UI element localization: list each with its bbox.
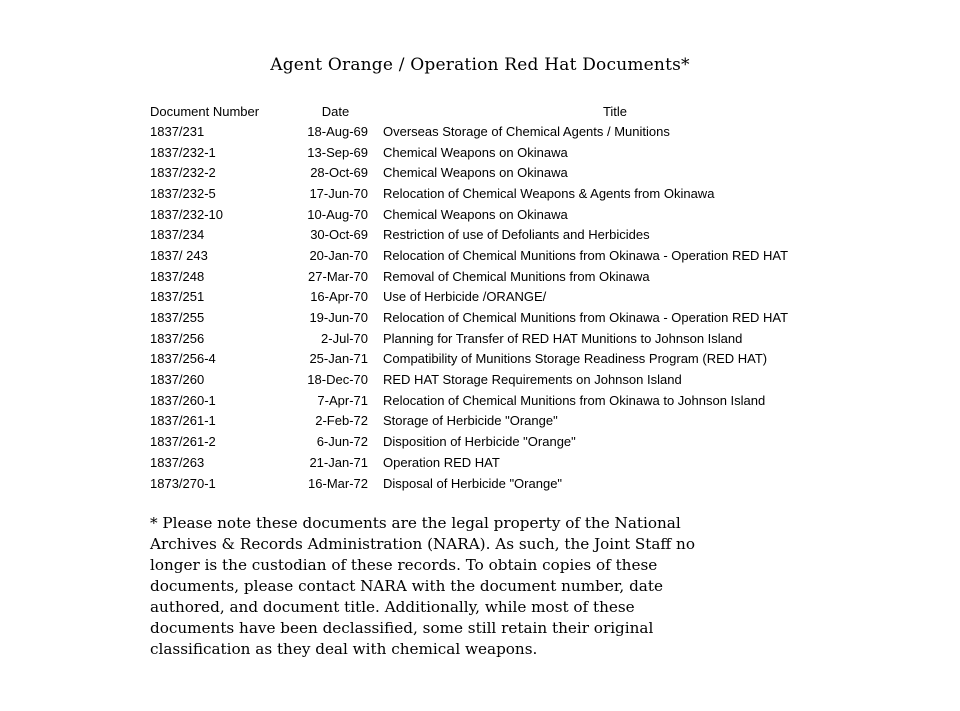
table-row xyxy=(150,307,847,328)
table-row xyxy=(150,245,847,266)
date-cell: 25-Jan-71 xyxy=(309,351,368,367)
date-cell: 20-Jan-70 xyxy=(309,247,368,263)
document-number-cell: 1837/256-4 xyxy=(150,351,216,367)
title-cell: Compatibility of Munitions Storage Readiness Program (RED HAT) xyxy=(383,351,768,367)
document-number-cell: 1837/232-1 xyxy=(150,144,216,160)
title-cell: Relocation of Chemical Munitions from Okinawa - Operation RED HAT xyxy=(383,247,789,263)
date-cell: 21-Jan-71 xyxy=(309,454,368,470)
document-number-cell: 1837/260 xyxy=(150,372,205,388)
document-number-cell: 1837/ 243 xyxy=(150,247,208,263)
date-cell: 2-Feb-72 xyxy=(315,413,368,429)
document-number-cell: 1837/261-1 xyxy=(150,413,216,429)
table-row xyxy=(150,204,847,225)
table-row xyxy=(150,142,847,163)
title-cell: RED HAT Storage Requirements on Johnson Island xyxy=(383,372,682,388)
document-number-cell: 1837/260-1 xyxy=(150,392,216,408)
document-number-cell: 1837/255 xyxy=(150,310,205,326)
title-cell: Removal of Chemical Munitions from Okinawa xyxy=(383,268,650,284)
title-cell: Relocation of Chemical Munitions from Okinawa - Operation RED HAT xyxy=(383,310,789,326)
table-row xyxy=(150,328,847,349)
date-cell: 13-Sep-69 xyxy=(307,144,368,160)
document-number-cell: 1837/251 xyxy=(150,289,205,305)
document-number-cell: 1837/256 xyxy=(150,330,205,346)
title-cell: Relocation of Chemical Weapons & Agents from Okinawa xyxy=(383,185,715,201)
date-cell: 27-Mar-70 xyxy=(308,268,368,284)
table-header-row xyxy=(150,100,847,121)
table-row xyxy=(150,266,847,287)
document-number-cell: 1837/263 xyxy=(150,454,205,470)
title-cell: Planning for Transfer of RED HAT Munitions to Johnson Island xyxy=(383,330,743,346)
table-row xyxy=(150,473,847,494)
date-cell: 18-Dec-70 xyxy=(307,372,368,388)
table-row xyxy=(150,121,847,142)
date-cell: 2-Jul-70 xyxy=(321,330,368,346)
date-cell: 6-Jun-72 xyxy=(316,434,368,450)
table-row xyxy=(150,224,847,245)
document-number-cell: 1837/231 xyxy=(150,123,205,139)
date-cell: 16-Mar-72 xyxy=(308,475,368,491)
date-cell: 28-Oct-69 xyxy=(310,165,368,181)
table-row xyxy=(150,369,847,390)
date-cell: 16-Apr-70 xyxy=(310,289,368,305)
date-cell: 7-Apr-71 xyxy=(317,392,368,408)
title-cell: Overseas Storage of Chemical Agents / Munitions xyxy=(383,123,670,139)
document-number-cell: 1837/261-2 xyxy=(150,434,216,450)
table-row xyxy=(150,390,847,411)
date-cell: 18-Aug-69 xyxy=(307,123,368,139)
date-cell: 30-Oct-69 xyxy=(310,227,368,243)
document-number-cell: 1873/270-1 xyxy=(150,475,216,491)
table-row xyxy=(150,162,847,183)
header-title: Title xyxy=(602,103,628,119)
legal-note: * Please note these documents are the legal property of the National Archives & Records Administration (NARA). As such, the Joint Staff no longer is the custodian of these records. To obtain copies of these documents, please contact NARA with the document number, date authored, and document title. Additionally, while most of these documents have been declassified, some still retain their original classification as they deal with chemical weapons. xyxy=(150,514,695,658)
table-row xyxy=(150,431,847,452)
page-title: Agent Orange / Operation Red Hat Documents* xyxy=(270,55,690,75)
title-cell: Use of Herbicide /ORANGE/ xyxy=(383,289,547,305)
title-cell: Storage of Herbicide "Orange" xyxy=(383,413,558,429)
date-cell: 17-Jun-70 xyxy=(309,185,368,201)
table-row xyxy=(150,349,847,370)
table-row xyxy=(150,452,847,473)
document-number-cell: 1837/232-5 xyxy=(150,185,216,201)
date-cell: 10-Aug-70 xyxy=(307,206,368,222)
header-date: Date xyxy=(321,103,350,119)
date-cell: 19-Jun-70 xyxy=(309,310,368,326)
title-cell: Chemical Weapons on Okinawa xyxy=(383,206,568,222)
table-row xyxy=(150,411,847,432)
header-document-number: Document Number xyxy=(150,103,260,119)
documents-table xyxy=(150,100,847,493)
document-number-cell: 1837/232-10 xyxy=(150,206,224,222)
table-row xyxy=(150,183,847,204)
title-cell: Chemical Weapons on Okinawa xyxy=(383,144,568,160)
title-cell: Relocation of Chemical Munitions from Okinawa to Johnson Island xyxy=(383,392,766,408)
title-cell: Disposal of Herbicide "Orange" xyxy=(383,475,563,491)
table-row xyxy=(150,287,847,308)
document-number-cell: 1837/234 xyxy=(150,227,205,243)
title-cell: Chemical Weapons on Okinawa xyxy=(383,165,568,181)
title-cell: Disposition of Herbicide "Orange" xyxy=(383,434,576,450)
document-number-cell: 1837/232-2 xyxy=(150,165,216,181)
title-cell: Restriction of use of Defoliants and Herbicides xyxy=(383,227,650,243)
title-cell: Operation RED HAT xyxy=(383,454,500,470)
document-number-cell: 1837/248 xyxy=(150,268,205,284)
